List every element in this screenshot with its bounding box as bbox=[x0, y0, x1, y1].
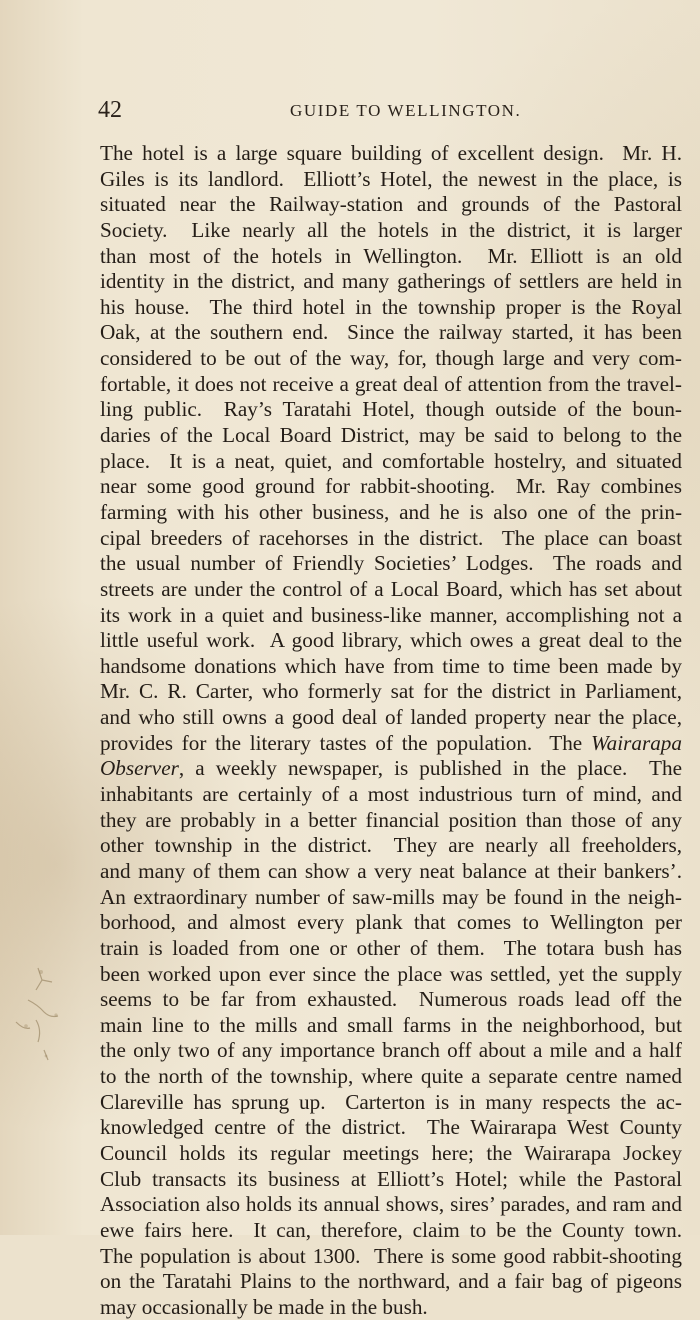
text-line bbox=[100, 859, 682, 885]
text-line bbox=[100, 1141, 682, 1167]
body-paragraph bbox=[100, 141, 682, 1320]
text-segment: the only two of any importance branch off about a mile and a half bbox=[100, 1038, 682, 1063]
text-line bbox=[100, 500, 682, 526]
text-segment: ling public. Ray’s Taratahi Hotel, though outside of the boun- bbox=[100, 397, 682, 422]
italic-text: Observer bbox=[100, 756, 179, 781]
text-segment: streets are under the control of a Local Board, which has set about bbox=[100, 576, 682, 601]
text-segment: knowledged centre of the district. The Wairarapa West County bbox=[100, 1115, 682, 1140]
text-segment: Mr. C. R. Carter, who formerly sat for the district in Parliament, bbox=[100, 679, 682, 704]
text-line bbox=[100, 603, 682, 629]
text-line bbox=[100, 192, 682, 218]
text-segment: to the north of the township, where quite a separate centre named bbox=[100, 1064, 682, 1089]
text-line bbox=[100, 962, 682, 988]
text-segment: identity in the district, and many gatherings of settlers are held in bbox=[100, 269, 682, 294]
text-line bbox=[100, 526, 682, 552]
text-segment: other township in the district. They are nearly all freeholders, bbox=[100, 833, 682, 858]
text-line bbox=[100, 372, 682, 398]
text-segment: inhabitants are certainly of a most industrious turn of mind, and bbox=[100, 782, 682, 807]
text-segment: may occasionally be made in the bush. bbox=[100, 1294, 428, 1319]
text-segment: and who still owns a good deal of landed property near the place, bbox=[100, 705, 682, 730]
text-segment: farming with his other business, and he is also one of the prin- bbox=[100, 499, 682, 524]
text-line bbox=[100, 269, 682, 295]
text-segment: Association also holds its annual shows, sires’ parades, and ram and bbox=[100, 1192, 682, 1217]
text-segment: been worked upon ever since the place was settled, yet the supply bbox=[100, 961, 682, 986]
text-line bbox=[100, 1244, 682, 1270]
text-segment: seems to be far from exhausted. Numerous roads lead off the bbox=[100, 987, 682, 1012]
text-segment: and many of them can show a very neat balance at their bankers’. bbox=[100, 858, 682, 883]
text-segment: fortable, it does not receive a great deal of attention from the travel- bbox=[100, 371, 682, 396]
text-line bbox=[100, 449, 682, 475]
text-segment: they are probably in a better financial position than those of any bbox=[100, 807, 682, 832]
text-line bbox=[100, 1090, 682, 1116]
text-segment: Clareville has sprung up. Carterton is in many respects the ac- bbox=[100, 1089, 682, 1114]
text-segment: Council holds its regular meetings here; the Wairarapa Jockey bbox=[100, 1140, 682, 1165]
text-segment: its work in a quiet and business-like manner, accomplishing not a bbox=[100, 602, 682, 627]
text-line bbox=[100, 141, 682, 167]
text-segment: Society. Like nearly all the hotels in the district, it is larger bbox=[100, 217, 682, 242]
text-line bbox=[100, 731, 682, 757]
text-line bbox=[100, 1295, 682, 1320]
text-line bbox=[100, 987, 682, 1013]
text-segment: , a weekly newspaper, is published in the place. The bbox=[178, 756, 682, 781]
text-line bbox=[100, 808, 682, 834]
page-number: 42 bbox=[98, 97, 122, 123]
text-segment: his house. The third hotel in the township proper is the Royal bbox=[100, 294, 682, 319]
text-line bbox=[100, 833, 682, 859]
text-line bbox=[100, 756, 682, 782]
text-line bbox=[100, 910, 682, 936]
text-segment: daries of the Local Board District, may be said to belong to the bbox=[100, 423, 682, 448]
text-line bbox=[100, 397, 682, 423]
text-segment: situated near the Railway-station and grounds of the Pastoral bbox=[100, 192, 682, 217]
text-segment: ewe fairs here. It can, therefore, claim to be the County town. bbox=[100, 1217, 682, 1242]
text-line bbox=[100, 1038, 682, 1064]
text-segment: train is loaded from one or other of them. The totara bush has bbox=[100, 935, 682, 960]
text-line bbox=[100, 1064, 682, 1090]
text-line bbox=[100, 244, 682, 270]
text-line bbox=[100, 782, 682, 808]
text-segment: on the Taratahi Plains to the northward, and a fair bag of pigeons bbox=[100, 1269, 682, 1294]
text-line bbox=[100, 1013, 682, 1039]
text-line bbox=[100, 1167, 682, 1193]
text-segment: cipal breeders of racehorses in the district. The place can boast bbox=[100, 525, 682, 550]
text-segment: than most of the hotels in Wellington. Mr. Elliott is an old bbox=[100, 243, 682, 268]
text-line bbox=[100, 1269, 682, 1295]
text-segment: near some good ground for rabbit-shooting. Mr. Ray combines bbox=[100, 474, 682, 499]
text-line bbox=[100, 885, 682, 911]
text-segment: main line to the mills and small farms in the neighborhood, but bbox=[100, 1012, 682, 1037]
text-line bbox=[100, 167, 682, 193]
text-line bbox=[100, 320, 682, 346]
text-line bbox=[100, 423, 682, 449]
text-line bbox=[100, 679, 682, 705]
foxing-stain bbox=[8, 960, 78, 1080]
text-segment: borhood, and almost every plank that comes to Wellington per bbox=[100, 910, 682, 935]
page-header bbox=[98, 96, 686, 124]
text-segment: the usual number of Friendly Societies’ Lodges. The roads and bbox=[100, 551, 682, 576]
text-segment: considered to be out of the way, for, though large and very com- bbox=[100, 346, 682, 371]
running-head: GUIDE TO WELLINGTON. bbox=[290, 101, 522, 120]
text-segment: place. It is a neat, quiet, and comfortable hostelry, and situated bbox=[100, 448, 682, 473]
text-line bbox=[100, 705, 682, 731]
text-line bbox=[100, 218, 682, 244]
text-line bbox=[100, 295, 682, 321]
text-segment: provides for the literary tastes of the population. The bbox=[100, 730, 591, 755]
text-line bbox=[100, 577, 682, 603]
text-segment: Club transacts its business at Elliott’s Hotel; while the Pastoral bbox=[100, 1166, 682, 1191]
text-segment: The hotel is a large square building of excellent design. Mr. H. bbox=[100, 141, 682, 165]
text-segment: The population is about 1300. There is some good rabbit-shooting bbox=[100, 1243, 682, 1268]
text-segment: An extraordinary number of saw-mills may be found in the neigh- bbox=[100, 884, 682, 909]
text-segment: handsome donations which have from time to time been made by bbox=[100, 653, 682, 678]
text-line bbox=[100, 1192, 682, 1218]
text-line bbox=[100, 936, 682, 962]
text-segment: Oak, at the southern end. Since the railway started, it has been bbox=[100, 320, 682, 345]
text-line bbox=[100, 1218, 682, 1244]
text-line bbox=[100, 474, 682, 500]
text-line bbox=[100, 628, 682, 654]
text-line bbox=[100, 1115, 682, 1141]
text-line bbox=[100, 551, 682, 577]
text-segment: little useful work. A good library, which owes a great deal to the bbox=[100, 628, 682, 653]
italic-text: Wairarapa bbox=[590, 730, 682, 755]
text-line bbox=[100, 346, 682, 372]
text-segment: Giles is its landlord. Elliott’s Hotel, the newest in the place, is bbox=[100, 166, 682, 191]
text-line bbox=[100, 654, 682, 680]
